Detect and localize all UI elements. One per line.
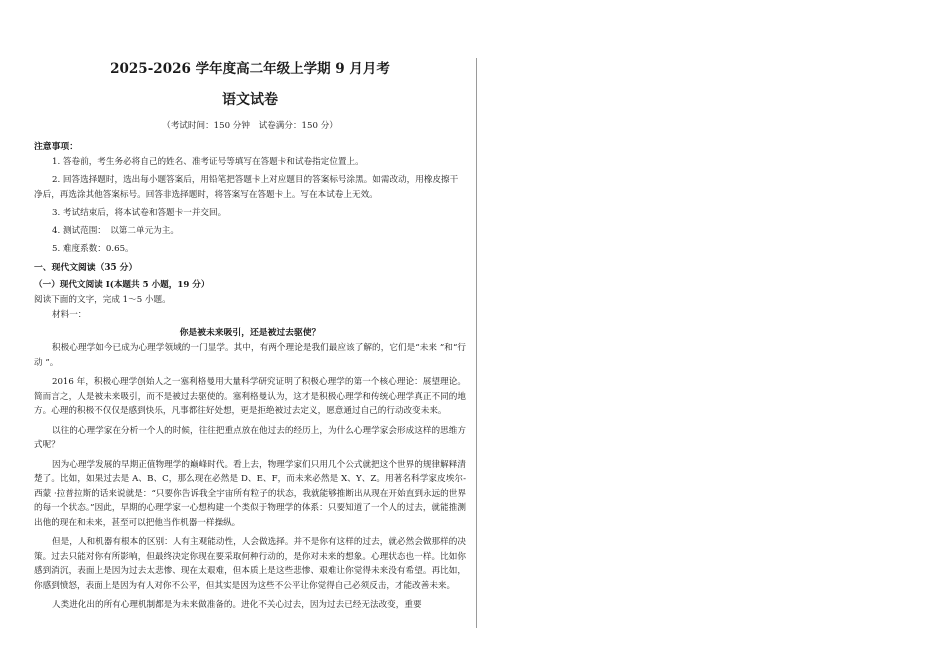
notice-heading: 注意事项： — [34, 142, 78, 152]
article-title: 你是被未来吸引，还是被过去驱使？ — [179, 328, 321, 338]
article-paragraph: 人类进化出的所有心理机制都是为未来做准备的。进化不关心过去，因为过去已经无法改变，重要 — [52, 600, 422, 610]
notice-item: 4. 测试范围： 以第二单元为主。 — [52, 226, 179, 236]
material-label: 材料一： — [52, 309, 87, 320]
notice-item: 2. 回答选择题时，选出每小题答案后，用铅笔把答题卡上对应题目的答案标号涂黑。如需改动，用橡皮擦干净后，再选涂其他答案标号。回答非选择题时，将答案写在答题卡上。写在本试卷上无效。 — [34, 175, 459, 200]
notice-item: 1. 答卷前，考生务必将自己的姓名、准考证号等填写在答题卡和试卷指定位置上。 — [52, 157, 364, 167]
subsection-heading: （一）现代文阅读 I(本题共 5 小题，19 分） — [34, 280, 210, 290]
article-paragraph: 2016 年，积极心理学创始人之一塞利格曼用大量科学研究证明了积极心理学的第一个核心理论：展望理论。简而言之，人是被未来吸引，而不是被过去驱使的。塞利格曼认为，这才是积极心理学和传统心理学真正不同的地方。心理的积极不仅仅是感到快乐，凡事都往好处想，更是拒绝被过去定义，愿意通过自己的行动改变未来。 — [34, 377, 466, 416]
exam-info: （考试时间：150 分钟 试卷满分：150 分） — [162, 121, 338, 131]
subject-title: 语文试卷 — [222, 92, 278, 108]
section-heading: 一、现代文阅读（35 分） — [34, 263, 138, 273]
notice-item: 5. 难度系数：0.65。 — [52, 244, 134, 254]
exam-title: 2025-2026 学年度高二年级上学期 9 月月考 — [110, 61, 390, 77]
article-paragraph: 积极心理学如今已成为心理学领域的一门显学。其中，有两个理论是我们最应该了解的，它们是“未来 ”和“行动 ”。 — [34, 343, 466, 368]
notice-item: 3. 考试结束后，将本试卷和答题卡一并交回。 — [52, 208, 227, 218]
article-paragraph: 但是，人和机器有根本的区别：人有主观能动性，人会做选择。并不是你有这样的过去，就必然会做那样的决策。过去只能对你有所影响，但最终决定你现在要采取何种行动的，是你对未来的想象。心理状态也一样。比如你感到消沉，表面上是因为过去太悲惨、现在太艰难，但本质上是这些悲惨、艰难让你觉得未来没有希望。再比如，你感到愤怒，表面上是因为有人对你不公平，但其实是因为这些不公平让你觉得自己必须反击，才能改善未来。 — [34, 537, 466, 591]
column-divider — [476, 58, 477, 628]
article-paragraph: 以往的心理学家在分析一个人的时候，往往把重点放在他过去的经历上，为什么心理学家会形成这样的思维方式呢？ — [34, 425, 466, 450]
reading-instruction: 阅读下面的文字，完成 1～5 小题。 — [34, 295, 171, 305]
article-paragraph: 因为心理学发展的早期正值物理学的巅峰时代。看上去，物理学家们只用几个公式就把这个世界的规律解释清楚了。比如，如果过去是 A、B、C，那么现在必然是 D、E、F，而未来必然是 X、Y、Z。用著名科学家皮埃尔-西蒙 ·拉普拉斯的话来说就是：“只要你告诉我全宇宙所有粒子的状态，我就能够推断出从现在开始直到永远的世界的每一个状态。”因此，早期的心理学家一心想构建一个类似于物理学的体系：只要知道了一个人的过去，就能推测出他的现在和未来，甚至可以把他当作机器一样操纵。 — [34, 459, 466, 528]
left-column — [34, 58, 466, 613]
